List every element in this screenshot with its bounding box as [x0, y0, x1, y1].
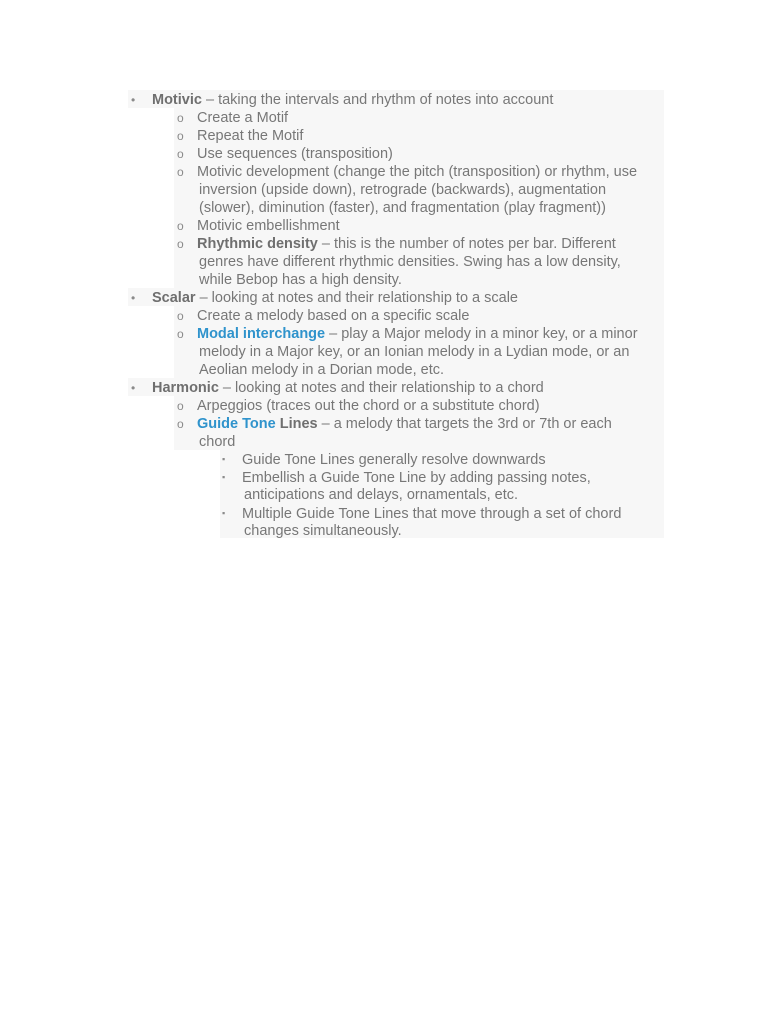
bullet-level3: ▪ — [222, 454, 226, 464]
list-item-line: chord — [199, 434, 236, 450]
bullet-level2: o — [177, 129, 184, 143]
bullet-level2: o — [177, 309, 184, 323]
list-item-line — [197, 235, 616, 253]
item-text: – play a Major melody in a minor key, or a minor — [325, 326, 638, 342]
list-item: Repeat the Motif — [197, 128, 304, 144]
term-motivic: Motivic — [152, 92, 202, 108]
list-item-line: Multiple Guide Tone Lines that move through a set of chord — [242, 506, 622, 522]
bullet-level1: • — [131, 291, 136, 305]
bullet-level1: • — [131, 93, 136, 107]
term-harmonic: Harmonic — [152, 380, 219, 396]
list-item-line: changes simultaneously. — [244, 523, 402, 539]
bullet-level2: o — [177, 219, 184, 233]
bullet-level3: ▪ — [222, 508, 226, 518]
item-text: – looking at notes and their relationship to a chord — [218, 380, 544, 396]
list-item: Create a melody based on a specific scale — [197, 308, 470, 324]
list-item-line — [197, 325, 638, 343]
list-item-scalar — [152, 289, 518, 307]
list-item-line: melody in a Major key, or an Ionian melody in a Lydian mode, or an — [199, 344, 630, 360]
item-text: – this is the number of notes per bar. Different — [317, 236, 616, 252]
term-guide-tone: Guide Tone — [197, 416, 276, 432]
bullet-level3: ▪ — [222, 472, 226, 482]
list-item-line: Motivic development (change the pitch (transposition) or rhythm, use — [197, 164, 638, 180]
bullet-level2: o — [177, 327, 184, 341]
list-item: Create a Motif — [197, 110, 289, 126]
term-scalar: Scalar — [152, 290, 196, 306]
bullet-level2: o — [177, 147, 184, 161]
list-item-line: (slower), diminution (faster), and fragmentation (play fragment)) — [199, 200, 606, 216]
list-item-harmonic — [152, 379, 544, 397]
list-item-line: while Bebop has a high density. — [199, 272, 402, 288]
list-item: Guide Tone Lines generally resolve downwards — [242, 452, 546, 468]
list-item: Motivic embellishment — [197, 218, 340, 234]
term-modal-interchange: Modal interchange — [197, 326, 326, 342]
list-item-line: Embellish a Guide Tone Line by adding passing notes, — [242, 470, 591, 486]
list-item-line — [197, 415, 612, 433]
bullet-level2: o — [177, 111, 184, 125]
item-text: – looking at notes and their relationship to a scale — [195, 290, 518, 306]
list-item-line: Aeolian melody in a Dorian mode, etc. — [199, 362, 445, 378]
list-item-line: inversion (upside down), retrograde (backwards), augmentation — [199, 182, 607, 198]
bullet-level2: o — [177, 399, 184, 413]
item-text: – taking the intervals and rhythm of notes into account — [201, 92, 554, 108]
list-item-motivic — [152, 91, 553, 109]
item-text: – a melody that targets the 3rd or 7th or each — [317, 416, 612, 432]
term-rhythmic-density: Rhythmic density — [197, 236, 318, 252]
list-item: Arpeggios (traces out the chord or a substitute chord) — [197, 398, 540, 414]
list-item-line: anticipations and delays, ornamentals, etc. — [244, 487, 519, 503]
list-item: Use sequences (transposition) — [197, 146, 393, 162]
bullet-level2: o — [177, 165, 184, 179]
list-item-line: genres have different rhythmic densities. Swing has a low density, — [199, 254, 621, 270]
bullet-level1: • — [131, 381, 136, 395]
term-lines: Lines — [275, 416, 318, 432]
bullet-level2: o — [177, 417, 184, 431]
bullet-level2: o — [177, 237, 184, 251]
